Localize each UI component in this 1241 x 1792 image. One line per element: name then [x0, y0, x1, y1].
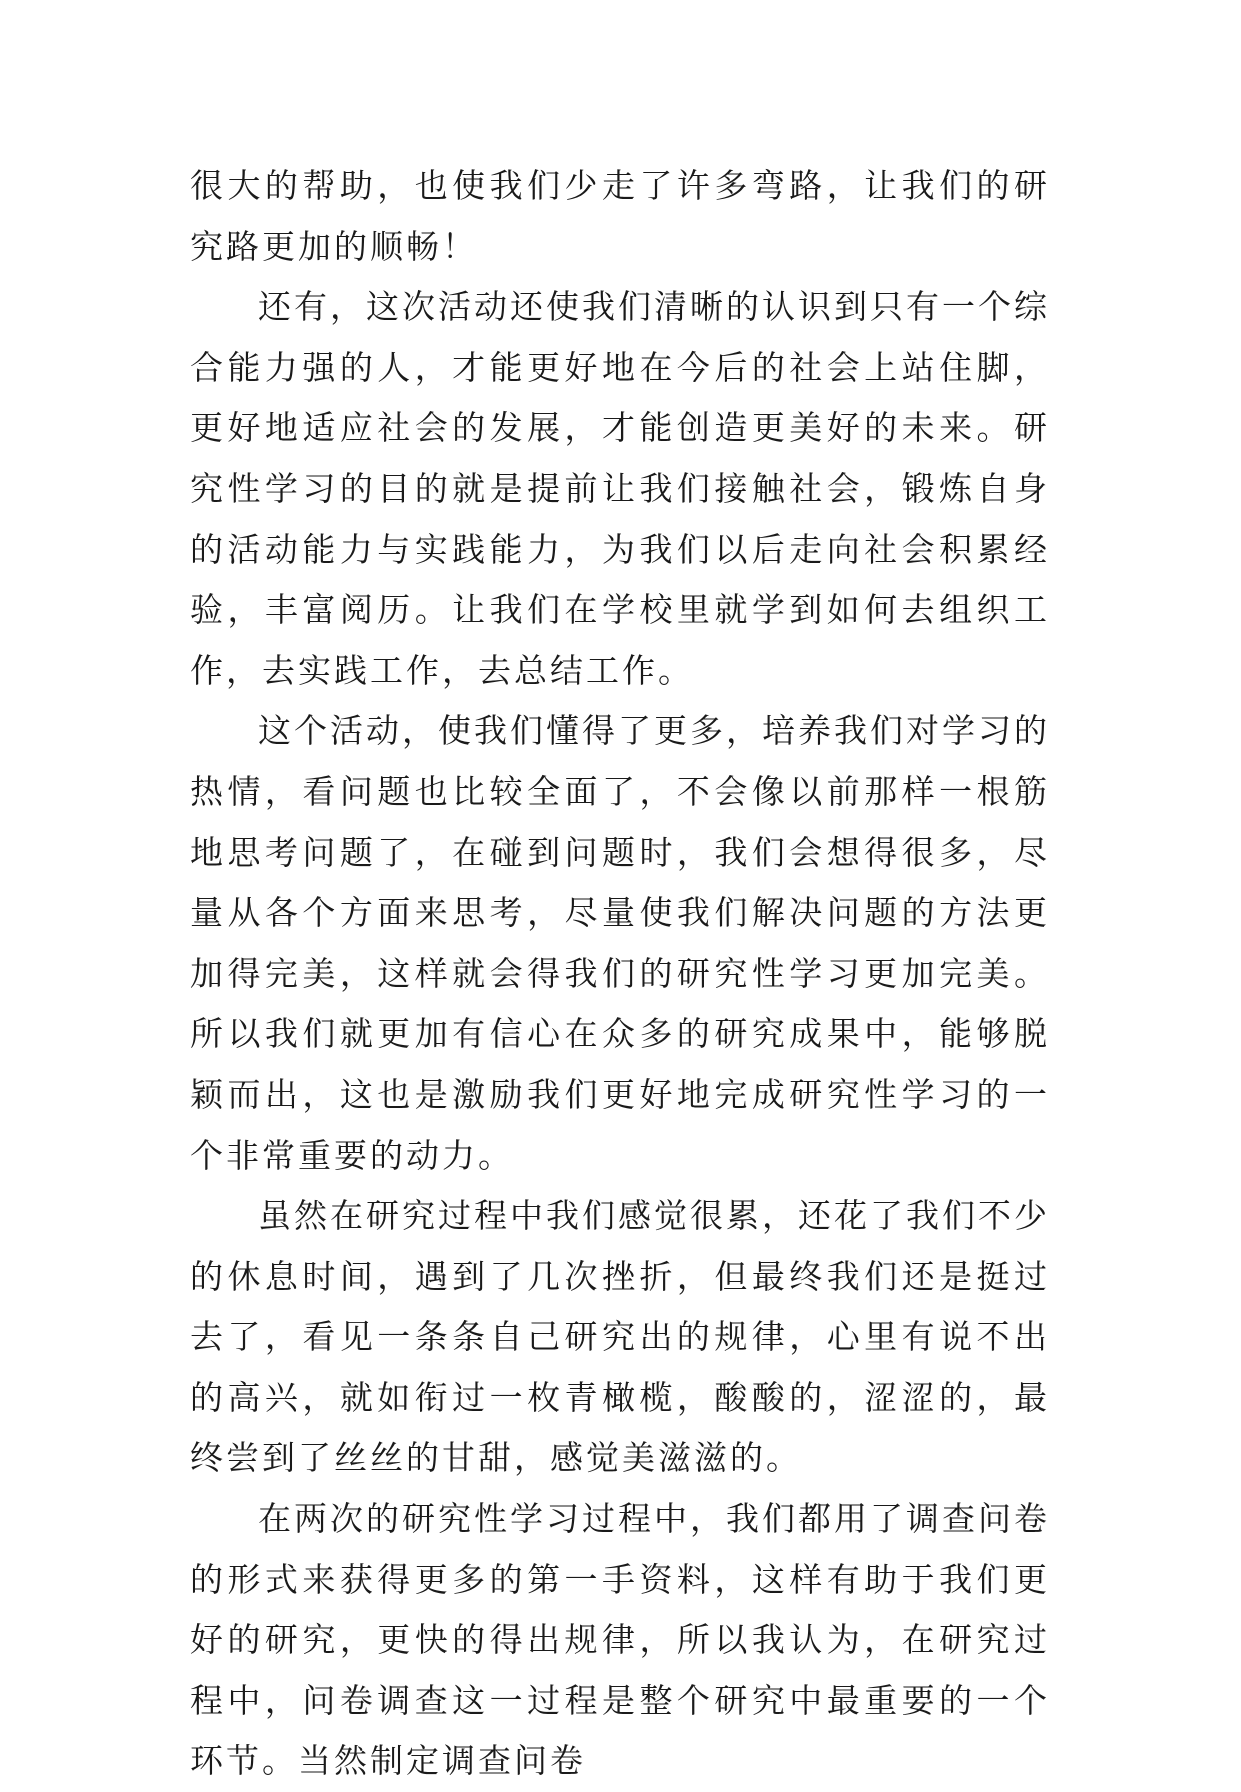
paragraph-5: 在两次的研究性学习过程中，我们都用了调查问卷的形式来获得更多的第一手资料，这样有助于我们更好的研究，更快的得出规律，所以我认为，在研究过程中，问卷调查这一过程是整个研究中最重要的一个环节。当然制定调查问卷 [190, 1499, 1050, 1781]
paragraph-2: 还有，这次活动还使我们清晰的认识到只有一个综合能力强的人，才能更好地在今后的社会上站住脚，更好地适应社会的发展，才能创造更美好的未来。研究性学习的目的就是提前让我们接触社会，锻炼自身的活动能力与实践能力，为我们以后走向社会积累经验，丰富阅历。让我们在学校里就学到如何去组织工作，去实践工作，去总结工作。 [190, 287, 1050, 690]
paragraph-1: 很大的帮助，也使我们少走了许多弯路，让我们的研究路更加的顺畅！ [190, 166, 1050, 266]
paragraph-3: 这个活动，使我们懂得了更多，培养我们对学习的热情，看问题也比较全面了，不会像以前那样一根筋地思考问题了，在碰到问题时，我们会想得很多，尽量从各个方面来思考，尽量使我们解决问题的方法更加得完美，这样就会得我们的研究性学习更加完美。所以我们就更加有信心在众多的研究成果中，能够脱颖而出，这也是激励我们更好地完成研究性学习的一个非常重要的动力。 [190, 711, 1050, 1175]
document-body [190, 156, 1050, 1792]
paragraph-4: 虽然在研究过程中我们感觉很累，还花了我们不少的休息时间，遇到了几次挫折，但最终我们还是挺过去了，看见一条条自己研究出的规律，心里有说不出的高兴，就如衔过一枚青橄榄，酸酸的，涩涩的，最终尝到了丝丝的甘甜，感觉美滋滋的。 [190, 1196, 1050, 1478]
